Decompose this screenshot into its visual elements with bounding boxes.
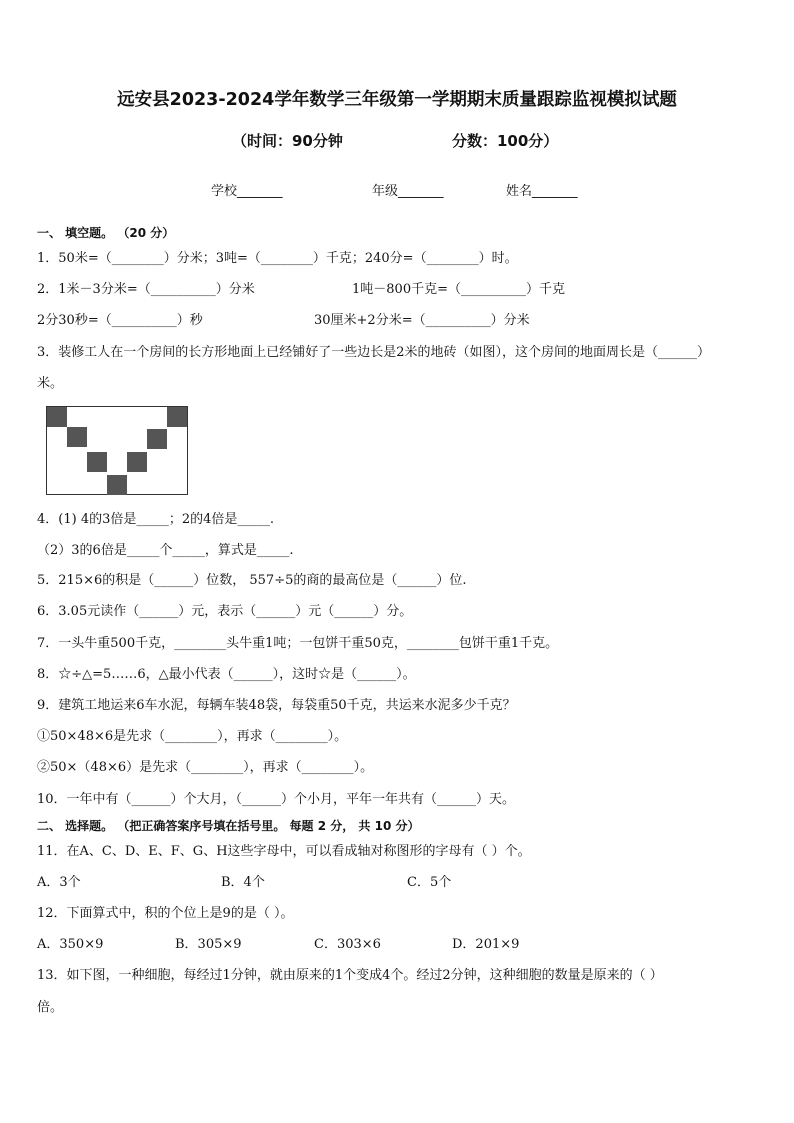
question-5: 5．215×6的积是（______）位数， 557÷5的商的最高位是（______）位. (37, 573, 467, 588)
question-9-2: ②50×（48×6）是先求（________），再求（________）。 (37, 760, 374, 775)
question-3: 3．装修工人在一个房间的长方形地面上已经铺好了一些边长是2米的地砖（如图），这个房间的地面周长是（______） (37, 345, 711, 360)
option-c: C．303×6 (314, 937, 381, 952)
option-a: A．350×9 (37, 937, 104, 952)
floor-tile (47, 407, 67, 427)
question-2c: 2分30秒=（__________）秒 (37, 313, 203, 328)
floor-tile (87, 452, 107, 472)
exam-score: 分数：100分） (452, 132, 559, 150)
floor-tile (67, 427, 87, 447)
floor-tile (127, 452, 147, 472)
option-d: D．201×9 (452, 937, 520, 952)
name-field: 姓名_______ (506, 184, 578, 199)
school-field: 学校_______ (211, 184, 283, 199)
question-13: 13．如下图，一种细胞，每经过1分钟，就由原来的1个变成4个。经过2分钟，这种细胞的数量是原来的（ ） (37, 968, 663, 983)
question-11: 11．在A、C、D、E、F、G、H这些字母中，可以看成轴对称图形的字母有（ ）个。 (37, 844, 531, 859)
question-9: 9．建筑工地运来6车水泥，每辆车装48袋，每袋重50千克，共运来水泥多少千克？ (37, 698, 516, 713)
grade-field: 年级_______ (372, 184, 444, 199)
section-1-heading: 一、 填空题。 （20 分） (37, 226, 175, 240)
question-3-cont: 米。 (37, 376, 64, 391)
question-8: 8．☆÷△=5……6，△最小代表（______），这时☆是（______）。 (37, 667, 416, 682)
exam-time: （时间：90分钟 (232, 132, 343, 150)
floor-tile (167, 407, 187, 427)
floor-tile (147, 429, 167, 449)
question-1: 1．50米=（________）分米；3吨=（________）千克；240分=（________）时。 (37, 251, 518, 266)
option-b: B．305×9 (175, 937, 242, 952)
option-a: A．3个 (37, 875, 81, 890)
question-9-1: ①50×48×6是先求（________），再求（________）。 (37, 729, 348, 744)
question-4b: （2）3的6倍是_____个_____，算式是_____. (37, 543, 294, 558)
section-2-heading: 二、 选择题。 （把正确答案序号填在括号里。 每题 2 分， 共 10 分） (37, 819, 420, 833)
question-2d: 30厘米+2分米=（__________）分米 (314, 313, 530, 328)
question-2a: 2．1米－3分米=（__________）分米 (37, 282, 255, 297)
question-13-cont: 倍。 (37, 1000, 64, 1015)
page-title: 远安县2023-2024学年数学三年级第一学期期末质量跟踪监视模拟试题 (117, 90, 677, 110)
option-b: B．4个 (221, 875, 265, 890)
question-6: 6．3.05元读作（______）元，表示（______）元（______）分。 (37, 604, 413, 619)
question-4a: 4．(1) 4的3倍是_____；2的4倍是_____. (37, 512, 275, 527)
question-2b: 1吨－800千克=（__________）千克 (352, 282, 565, 297)
floor-tile (107, 475, 127, 495)
floor-tile-figure (46, 406, 188, 495)
question-10: 10．一年中有（______）个大月，（______）个小月，平年一年共有（______）天。 (37, 792, 516, 807)
question-12: 12．下面算式中，积的个位上是9的是（ ）。 (37, 906, 294, 921)
question-7: 7．一头牛重500千克，________头牛重1吨；一包饼干重50克，________包饼干重1千克。 (37, 636, 559, 651)
option-c: C．5个 (407, 875, 452, 890)
